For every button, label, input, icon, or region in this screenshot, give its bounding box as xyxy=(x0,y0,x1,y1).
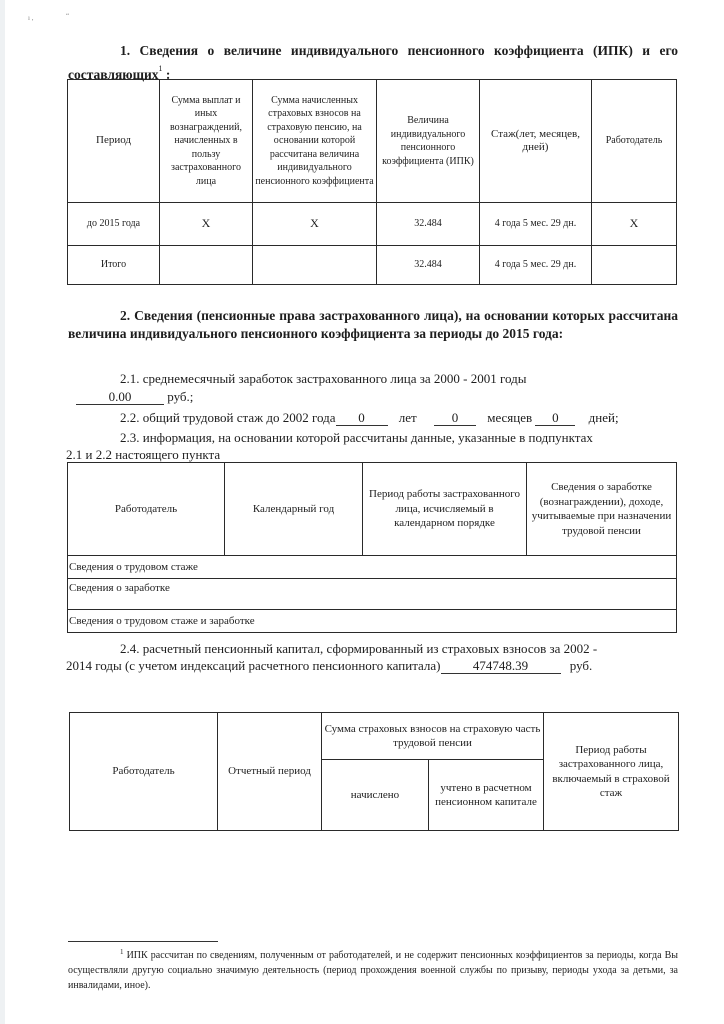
months-value: 0 xyxy=(434,411,476,426)
months-label: месяцев xyxy=(487,410,533,425)
footnote-mark: 1 xyxy=(120,948,124,956)
years-label: лет xyxy=(398,410,417,425)
header-ipk: Величина индивидуального пенсионного коэффициента (ИПК) xyxy=(377,80,480,203)
cell-contributions xyxy=(253,246,377,285)
paragraph-2-3-line1: 2.3. информация, на основании которой рассчитаны данные, указанные в подпунктах xyxy=(120,430,593,445)
header-employer: Работодатель xyxy=(68,463,225,556)
header-employer: Работодатель xyxy=(70,713,218,831)
section-1-heading: 1. Сведения о величине индивидуального пенсионного коэффициента (ИПК) и его составляющих$^1$ : xyxy=(68,43,678,82)
section-2-heading: 2. Сведения (пенсионные права застрахованного лица), на основании которых рассчитана величина индивидуального пенсионного коэффициента за периоды до 2015 года: xyxy=(68,308,678,341)
scan-artifact: ı , xyxy=(28,14,34,22)
header-earnings-info: Сведения о заработке (вознаграждении), доходе, учитываемые при назначении трудовой пенсии xyxy=(527,463,677,556)
table-row xyxy=(68,579,677,610)
cell-period: Итого xyxy=(68,246,160,285)
experience-text: 2.2. общий трудовой стаж до 2002 года xyxy=(120,410,336,425)
capital-text: 2014 годы (с учетом индексаций расчетного пенсионного капитала) xyxy=(66,658,441,673)
paragraph-2-2 xyxy=(120,409,619,426)
paragraph-2-4-line1: 2.4. расчетный пенсионный капитал, сформированный из страховых взносов за 2002 - xyxy=(120,641,598,656)
cell-payments xyxy=(160,246,253,285)
header-accrued: начислено xyxy=(322,760,429,831)
row-experience-earnings-info: Сведения о трудовом стаже и заработке xyxy=(68,610,677,633)
unit-label: руб.; xyxy=(167,389,194,404)
cell-employer: X xyxy=(592,203,677,246)
row-experience-info: Сведения о трудовом стаже xyxy=(68,556,677,579)
footnote xyxy=(68,945,678,993)
row-earnings-info: Сведения о заработке xyxy=(68,579,677,610)
days-value: 0 xyxy=(535,411,575,426)
ipk-table xyxy=(67,79,677,285)
paragraph-2-1-value-line xyxy=(76,388,193,405)
header-calendar-year: Календарный год xyxy=(225,463,363,556)
cell-experience: 4 года 5 мес. 29 дн. xyxy=(480,246,592,285)
table-row-total xyxy=(68,246,677,285)
paragraph-2-1: 2.1. среднемесячный заработок застрахованного лица за 2000 - 2001 годы xyxy=(120,371,527,386)
header-work-period: Период работы застрахованного лица, исчисляемый в календарном порядке xyxy=(363,463,527,556)
cell-period: до 2015 года xyxy=(68,203,160,246)
table-row xyxy=(68,610,677,633)
cell-employer xyxy=(592,246,677,285)
table-header-row xyxy=(68,463,677,556)
cell-contributions: X xyxy=(253,203,377,246)
header-contributions: Сумма начисленных страховых взносов на страховую пенсию, на основании которой рассчитана величина индивидуального пенсионного коэффициента xyxy=(253,80,377,203)
header-contributions-group: Сумма страховых взносов на страховую часть трудовой пенсии xyxy=(322,713,544,760)
header-experience: Стаж(лет, месяцев, дней) xyxy=(480,80,592,203)
table-row xyxy=(68,203,677,246)
table-header-row xyxy=(68,80,677,203)
cell-payments: X xyxy=(160,203,253,246)
cell-experience: 4 года 5 мес. 29 дн. xyxy=(480,203,592,246)
scan-artifact: “ xyxy=(66,12,70,20)
table-header-row xyxy=(70,713,679,760)
footnote-text: ИПК рассчитан по сведениям, полученным от работодателей, и не содержит пенсионных коэффициентов за периоды, когда Вы осуществляли другую социально значимую деятельность (период прохождения военной службы по призыву, периоды ухода за детьми, за инвалидами, иное). xyxy=(68,950,678,991)
paragraph-2-3-line2: 2.1 и 2.2 настоящего пункта xyxy=(66,447,221,462)
pension-rights-table xyxy=(67,462,677,633)
scan-edge xyxy=(0,0,5,1024)
unit-label: руб. xyxy=(569,658,593,673)
header-insurance-work-period: Период работы застрахованного лица, включаемый в страховой стаж xyxy=(544,713,679,831)
years-value: 0 xyxy=(336,411,388,426)
header-payments: Сумма выплат и иных вознаграждений, начисленных в пользу застрахованного лица xyxy=(160,80,253,203)
insurance-contributions-table xyxy=(69,712,679,831)
cell-ipk: 32.484 xyxy=(377,203,480,246)
cell-ipk: 32.484 xyxy=(377,246,480,285)
days-label: дней; xyxy=(588,410,619,425)
footnote-ref: 1 xyxy=(158,64,163,73)
pension-capital-value: 474748.39 xyxy=(441,659,561,674)
paragraph-2-4-line2 xyxy=(66,657,592,674)
header-period: Период xyxy=(68,80,160,203)
avg-earnings-value: 0.00 xyxy=(76,390,164,405)
header-counted-in-capital: учтено в расчетном пенсионном капитале xyxy=(429,760,544,831)
header-reporting-period: Отчетный период xyxy=(218,713,322,831)
footnote-divider xyxy=(68,941,218,942)
header-employer: Работодатель xyxy=(592,80,677,203)
table-row xyxy=(68,556,677,579)
